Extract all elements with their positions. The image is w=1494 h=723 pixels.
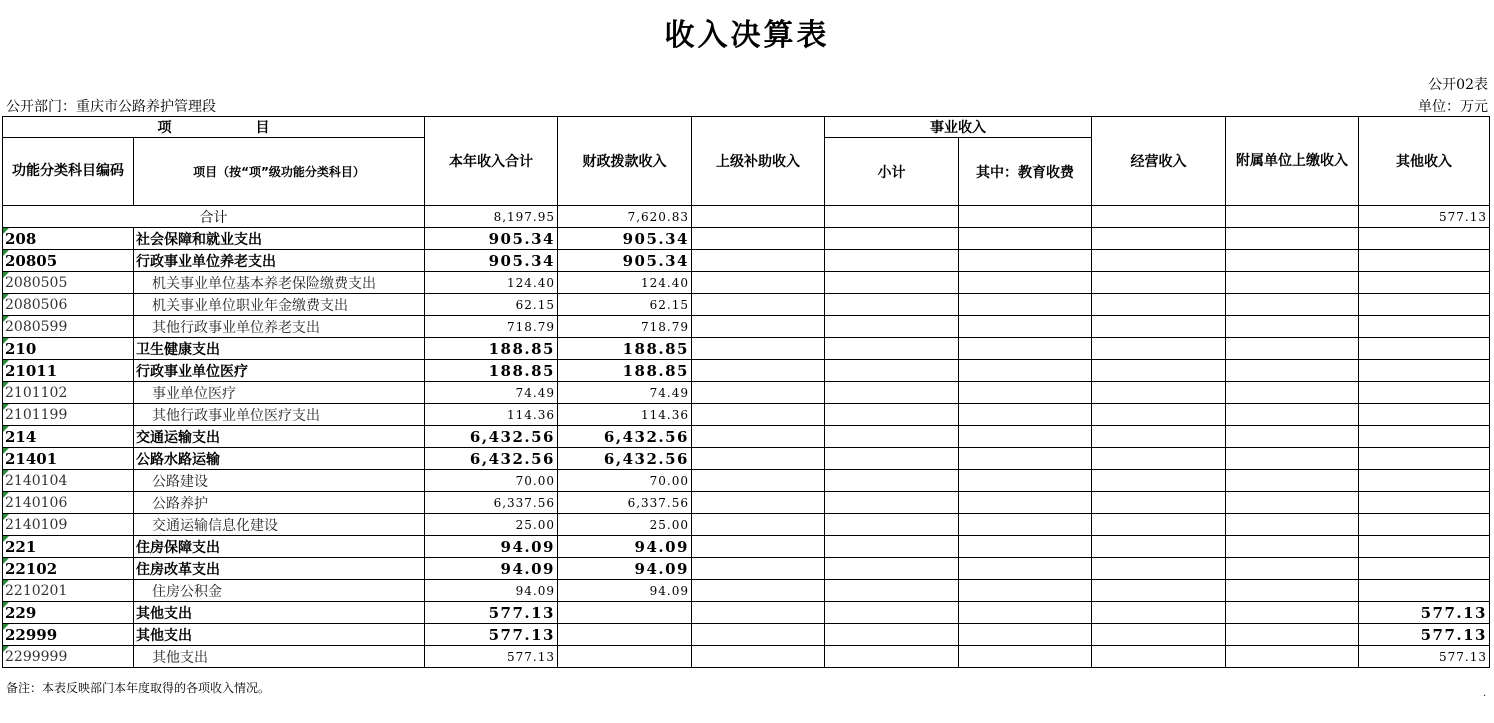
row-other: 577.13 xyxy=(1359,602,1490,624)
row-code: 2101199 xyxy=(3,404,134,426)
row-total: 6,432.56 xyxy=(425,448,558,470)
row-code: 21011 xyxy=(3,360,134,382)
row-fiscal: 905.34 xyxy=(558,250,692,272)
row-fiscal: 188.85 xyxy=(558,360,692,382)
corner-mark: . xyxy=(1483,688,1487,699)
row-code: 2140106 xyxy=(3,492,134,514)
row-total: 188.85 xyxy=(425,338,558,360)
row-name: 住房保障支出 xyxy=(134,536,425,558)
row-name: 其他支出 xyxy=(134,624,425,646)
row-other xyxy=(1359,448,1490,470)
row-fiscal xyxy=(558,646,692,668)
row-fiscal xyxy=(558,602,692,624)
table-row xyxy=(3,646,1490,668)
row-fiscal: 94.09 xyxy=(558,558,692,580)
table-row xyxy=(3,580,1490,602)
row-total: 577.13 xyxy=(425,624,558,646)
row-total: 124.40 xyxy=(425,272,558,294)
row-total: 94.09 xyxy=(425,558,558,580)
row-name: 机关事业单位职业年金缴费支出 xyxy=(134,294,425,316)
row-total: 94.09 xyxy=(425,580,558,602)
header-project: 项 目 xyxy=(3,117,425,138)
row-total: 718.79 xyxy=(425,316,558,338)
row-name: 公路养护 xyxy=(134,492,425,514)
department-label: 公开部门：重庆市公路养护管理段 xyxy=(6,99,216,115)
row-total: 25.00 xyxy=(425,514,558,536)
row-name: 交通运输支出 xyxy=(134,426,425,448)
row-fiscal: 124.40 xyxy=(558,272,692,294)
row-code: 229 xyxy=(3,602,134,624)
row-other xyxy=(1359,536,1490,558)
row-code: 2140109 xyxy=(3,514,134,536)
row-fiscal: 94.09 xyxy=(558,580,692,602)
row-name: 住房公积金 xyxy=(134,580,425,602)
table-row xyxy=(3,602,1490,624)
table-row xyxy=(3,404,1490,426)
row-code: 214 xyxy=(3,426,134,448)
row-code: 2101102 xyxy=(3,382,134,404)
row-other xyxy=(1359,514,1490,536)
row-total: 6,432.56 xyxy=(425,426,558,448)
row-code: 2080505 xyxy=(3,272,134,294)
table-row xyxy=(3,338,1490,360)
header-fiscal: 财政拨款收入 xyxy=(558,117,692,206)
income-table xyxy=(2,116,1490,668)
row-other xyxy=(1359,470,1490,492)
total-label: 合计 xyxy=(3,206,425,228)
total-row xyxy=(3,206,1490,228)
table-row xyxy=(3,250,1490,272)
row-name: 公路水路运输 xyxy=(134,448,425,470)
table-row xyxy=(3,470,1490,492)
row-fiscal xyxy=(558,624,692,646)
row-fiscal: 70.00 xyxy=(558,470,692,492)
row-name: 其他支出 xyxy=(134,646,425,668)
table-row xyxy=(3,448,1490,470)
row-fiscal: 94.09 xyxy=(558,536,692,558)
row-total: 62.15 xyxy=(425,294,558,316)
header-total: 本年收入合计 xyxy=(425,117,558,206)
row-other xyxy=(1359,404,1490,426)
row-other: 577.13 xyxy=(1359,646,1490,668)
table-row xyxy=(3,514,1490,536)
unit-label: 单位：万元 xyxy=(1418,99,1488,115)
row-fiscal: 188.85 xyxy=(558,338,692,360)
row-code: 2299999 xyxy=(3,646,134,668)
row-fiscal: 114.36 xyxy=(558,404,692,426)
row-name: 其他行政事业单位医疗支出 xyxy=(134,404,425,426)
row-total: 6,337.56 xyxy=(425,492,558,514)
row-fiscal: 905.34 xyxy=(558,228,692,250)
row-name: 公路建设 xyxy=(134,470,425,492)
header-business: 事业收入 xyxy=(825,117,1092,138)
table-row xyxy=(3,426,1490,448)
row-fiscal: 6,337.56 xyxy=(558,492,692,514)
row-code: 221 xyxy=(3,536,134,558)
table-row xyxy=(3,272,1490,294)
row-total: 905.34 xyxy=(425,250,558,272)
row-name: 其他支出 xyxy=(134,602,425,624)
row-total: 577.13 xyxy=(425,602,558,624)
row-other xyxy=(1359,338,1490,360)
row-other: 577.13 xyxy=(1359,624,1490,646)
table-row xyxy=(3,294,1490,316)
row-total: 74.49 xyxy=(425,382,558,404)
row-code: 210 xyxy=(3,338,134,360)
table-row xyxy=(3,624,1490,646)
row-total: 905.34 xyxy=(425,228,558,250)
total-other: 577.13 xyxy=(1359,206,1490,228)
page-title: 收入决算表 xyxy=(664,18,830,53)
header-education: 其中：教育收费 xyxy=(959,138,1092,206)
row-other xyxy=(1359,360,1490,382)
row-fiscal: 6,432.56 xyxy=(558,426,692,448)
row-total: 114.36 xyxy=(425,404,558,426)
row-total: 70.00 xyxy=(425,470,558,492)
row-code: 2210201 xyxy=(3,580,134,602)
row-code: 22999 xyxy=(3,624,134,646)
row-other xyxy=(1359,382,1490,404)
row-name: 住房改革支出 xyxy=(134,558,425,580)
row-name: 卫生健康支出 xyxy=(134,338,425,360)
row-fiscal: 62.15 xyxy=(558,294,692,316)
row-other xyxy=(1359,316,1490,338)
total-sum: 8,197.95 xyxy=(425,206,558,228)
row-code: 2080506 xyxy=(3,294,134,316)
row-code: 21401 xyxy=(3,448,134,470)
header-affiliated: 附属单位上缴收入 xyxy=(1226,117,1359,206)
row-total: 577.13 xyxy=(425,646,558,668)
footnote: 备注：本表反映部门本年度取得的各项收入情况。 xyxy=(6,681,271,695)
row-other xyxy=(1359,294,1490,316)
row-code: 22102 xyxy=(3,558,134,580)
table-row xyxy=(3,228,1490,250)
table-row xyxy=(3,536,1490,558)
row-name: 行政事业单位医疗 xyxy=(134,360,425,382)
row-name: 行政事业单位养老支出 xyxy=(134,250,425,272)
row-other xyxy=(1359,558,1490,580)
row-fiscal: 74.49 xyxy=(558,382,692,404)
row-other xyxy=(1359,492,1490,514)
header-superior: 上级补助收入 xyxy=(692,117,825,206)
row-name: 交通运输信息化建设 xyxy=(134,514,425,536)
header-operating: 经营收入 xyxy=(1092,117,1226,206)
header-subtotal: 小计 xyxy=(825,138,959,206)
row-code: 2140104 xyxy=(3,470,134,492)
table-row xyxy=(3,316,1490,338)
table-row xyxy=(3,492,1490,514)
row-name: 事业单位医疗 xyxy=(134,382,425,404)
row-other xyxy=(1359,272,1490,294)
table-row xyxy=(3,360,1490,382)
row-code: 20805 xyxy=(3,250,134,272)
row-fiscal: 6,432.56 xyxy=(558,448,692,470)
row-name: 其他行政事业单位养老支出 xyxy=(134,316,425,338)
row-name: 社会保障和就业支出 xyxy=(134,228,425,250)
row-other xyxy=(1359,228,1490,250)
row-other xyxy=(1359,250,1490,272)
table-row xyxy=(3,382,1490,404)
row-code: 2080599 xyxy=(3,316,134,338)
total-fiscal: 7,620.83 xyxy=(558,206,692,228)
row-name: 机关事业单位基本养老保险缴费支出 xyxy=(134,272,425,294)
row-fiscal: 25.00 xyxy=(558,514,692,536)
header-code: 功能分类科目编码 xyxy=(3,138,134,206)
row-fiscal: 718.79 xyxy=(558,316,692,338)
table-row xyxy=(3,558,1490,580)
row-other xyxy=(1359,580,1490,602)
row-other xyxy=(1359,426,1490,448)
header-other: 其他收入 xyxy=(1359,117,1490,206)
row-code: 208 xyxy=(3,228,134,250)
row-total: 188.85 xyxy=(425,360,558,382)
table-code: 公开02表 xyxy=(1428,77,1488,93)
row-total: 94.09 xyxy=(425,536,558,558)
header-item: 项目（按“项”级功能分类科目） xyxy=(134,138,425,206)
